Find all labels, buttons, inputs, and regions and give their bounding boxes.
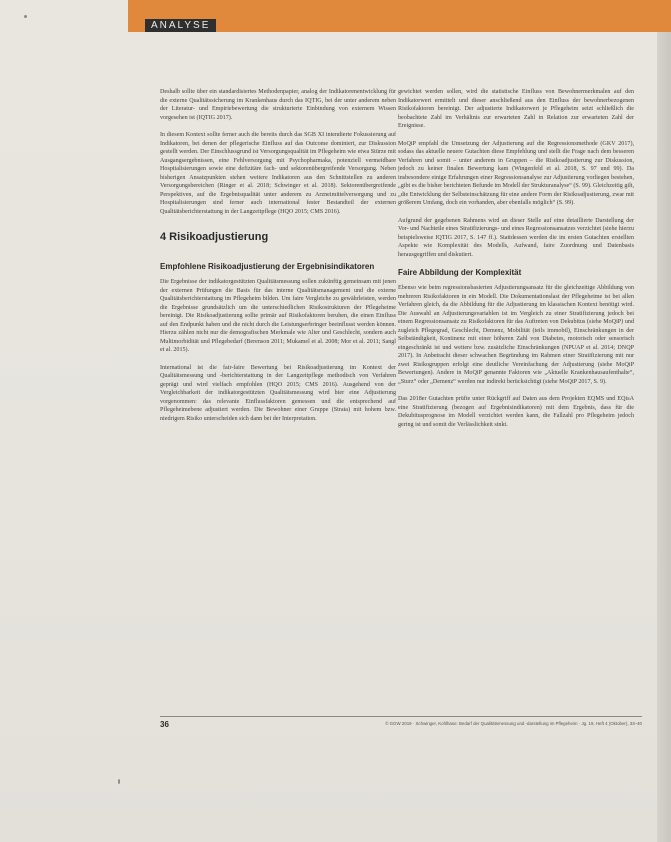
footer-citation: © GGW 2019 · Schwinger, Kohlhase: Bedarf der Qualitätsmessung und -darstellung im Pflegeheim · Jg. 19, Heft 4 (Oktober), 33–40 — [385, 721, 642, 726]
body-paragraph: Das 2018er Gutachten prüfte unter Rückgriff auf Daten aus dem Projekten EQMS und EQisA eine Stratifizierung (bezogen auf Ergebnisindikatoren) mit dem Ergebnis, dass für die Dekubitusprognose im Modell verzichtet werden kann, die Fallzahl pro Pflegeheim jedoch gering ist und somit die Verlässlichkeit sinkt. — [398, 396, 634, 428]
body-paragraph: Ebenso wie beim regressionsbasierten Adjustierungsansatz für die gleichzeitige Abbildung von mehreren Risikofaktoren in ein Modell. Die Dokumentationslast der Pflegeheime ist bei allen Verfahren gleich, da die Abbildung für die Adjustierung im klassischen Kontext benötigt wird. Die Auswahl an Adjustierungsvariablen ist im Vergleich zu einer Stratifizierung jedoch bei einem Regressionsansatz zu Risikofaktoren für das Auftreten von Dekubitus (siehe MoQiP) und zugleich Pflegegrad, Geschlecht, Demenz, Mobilität (teils immobil), Einschränkungen in der Selbständigkeit, Kontinenz mit einer höheren Zahl von Diabetes, motorisch oder sensorisch eingeschränkt ist und weitere bzw. zusätzliche Einschränkungen (NPUAP et al. 2014; DNQP 2017). In Anbetracht dieser schwachen Begründung im Rahmen einer Stratifizierung mit nur zwei Risikogruppen erfolgt eine deutliche Vereinfachung der Adjustierung (siehe MoQiP Bewertungen). Andere in MoQiP genannte Faktoren wie „Aktuelle Krankenhausaufenthalte“, „Sturz“ oder „Demenz“ werden nur indirekt berücksichtigt (siehe MoQiP 2017, S. 9). — [398, 285, 634, 385]
page-edge-shadow — [657, 0, 671, 842]
body-paragraph: In diesem Kontext sollte ferner auch die bereits durch das SGB XI intendierte Fokussierung auf Indikatoren, bei denen der pflegerische Einfluss auf das Outcome dominiert, zur Diskussion gestellt werden. Der Einschlussgrund ist Versorgungsqualität im Pflegeheim wie etwa Stürze mit Ausgangsergebnissen, eine Fehlversorgung mit Psychopharmaka, potenziell vermeidbare Hospitalisierungen sowie eine defizitäre fach- und sektorenübergreifende Versorgung. Neben bisherigen Ansatzpunkten stehen weitere Indikatoren aus den Schnittstellen zu anderen Versorgungsbereichen (Ringer et al. 2018; Schwinger et al. 2018). Sektorenübergreifende Perspektiven, auf die Ergebnisqualität unter anderem zu Arzneimittelversorgung und zu Hospitalisierungen sind ferner auch international fester Bestandteil der externen Qualitätsberichterstattung in der Langzeitpflege (HQO 2015; CMS 2016). — [160, 132, 396, 215]
body-paragraph: Deshalb sollte über ein standardisiertes Methodenpapier, analog der Indikatorenentwicklung für die externe Qualitätssicherung im Krankenhaus durch das IQTIG, bei der unter anderem neben der Literatur- und Empiriebewertung die strukturierte Einbindung von externem Wissen vorgesehen ist (IQTIG 2017). — [160, 89, 396, 121]
scan-speck — [118, 779, 120, 784]
subheading: Empfohlene Risikoadjustierung der Ergebnisindikatoren — [160, 262, 375, 271]
scan-speck — [24, 15, 27, 18]
right-column — [398, 88, 634, 700]
left-column — [160, 88, 396, 700]
page-number: 36 — [160, 720, 169, 729]
body-paragraph: Die Ergebnisse der indikatorgestützten Qualitätsmessung sollen zukünftig gemeinsam mit jenen der externen Prüfungen die Basis für das interne Qualitätsmanagement und die externe Qualitätsberichterstattung im Pflegeheim bilden. Um faire Vergleiche zu gewährleisten, werden die Ergebnisse grundsätzlich um die unterschiedlichen Risikostrukturen der Pflegeheime bereinigt. Die Risikoadjustierung sollte primär auf Risikofaktoren beruhen, die einen Einfluss auf den Endpunkt haben und die nicht durch die Leistungserbringer beeinflusst werden können. Hierzu zählen nicht nur die demografischen Merkmale wie Alter und Geschlecht, sondern auch Multimorbidität und Pflegebedarf (Berenson 2011; Mukamel et al. 2008; Mor et al. 2011; Sangl et al. 2015). — [160, 279, 396, 353]
subheading: Faire Abbildung der Komplexität — [398, 268, 522, 277]
body-paragraph: gewichtet werden sollen, wird die statistische Einfluss von Bewohnermerkmalen auf den Indikatorwert ermittelt und dieser anschließend aus den Einfluss der bewohnerbezogenen Risikofaktoren bereinigt. Der adjustierte Indikatorwert je Pflegeheim setzt schließlich die beobachtete Zahl im Verhältnis zur erwarteten Zahl in Relation zur erwarteten Zahl der Ereignisse. — [398, 89, 634, 129]
body-paragraph: MoQiP empfahl die Umsetzung der Adjustierung auf die Regressionsmethode (GKV 2017), sodass das aktuelle neuere Gutachten diese Empfehlung und stellt die Frage nach dem besseren Verfahren und somit – unter anderem in Gruppen – die Risikoadjustierung zur Diskussion, jedoch zu keiner finalen Bewertung kam (Wingenfeld et al. 2018, S. 97 und 99). Da insbesondere einige Erfahrungen einer Regressionsanalyse zur Adjustierung vorliegen bestehen, „gibt es die bisher berichteten Befunde im Modell der Strukturanalyse“ (S. 99). Gleichzeitig gilt, „die Entwicklung der Selbsteinschätzung für eine andere Form der Risikoadjustierung, zwar mit größerem Umfang, doch ein vorhanden, aber ebenfalls möglich“ (S. 99). — [398, 140, 634, 206]
body-paragraph: Aufgrund der gegebenen Rahmens wird an dieser Stelle auf eine detaillierte Darstellung der Vor- und Nachteile eines Stratifizierungs- und eines Regressionsansatzes verzichtet (siehe hierzu beispielsweise IQTIG 2017, S. 147 ff.). Stattdessen werden die im ersten Gutachten erstellten Aspekte wie Komplexität des Modells, Aufwand, faire Zuordnung und Datenbasis herausgegriffen und diskutiert. — [398, 217, 634, 258]
body-paragraph: International ist die fair-faire Bewertung bei Risikoadjustierung im Kontext der Qualitätsmessung und -berichterstattung in der Langzeitpflege methodisch von Verfahren geprägt und wird vielfach empfohlen (HQO 2015; CMS 2016). Ausgehend von der Vergleichbarkeit der indikatorgestützten Qualitätsmessung wird hier eine Adjustierung vorgenommen: das relevante Einflussfaktoren gemessen und die entsprechend auf Pflegeheimebene adjustiert werden. Die Bewohner einer Gruppe (Strata) mit hohem bzw. niedrigem Risiko unterscheiden sich dann bei der Interpretation. — [160, 364, 396, 422]
chapter-heading: 4 Risikoadjustierung — [160, 231, 269, 243]
footer-rule — [160, 716, 642, 717]
section-label: ANALYSE — [145, 19, 216, 32]
